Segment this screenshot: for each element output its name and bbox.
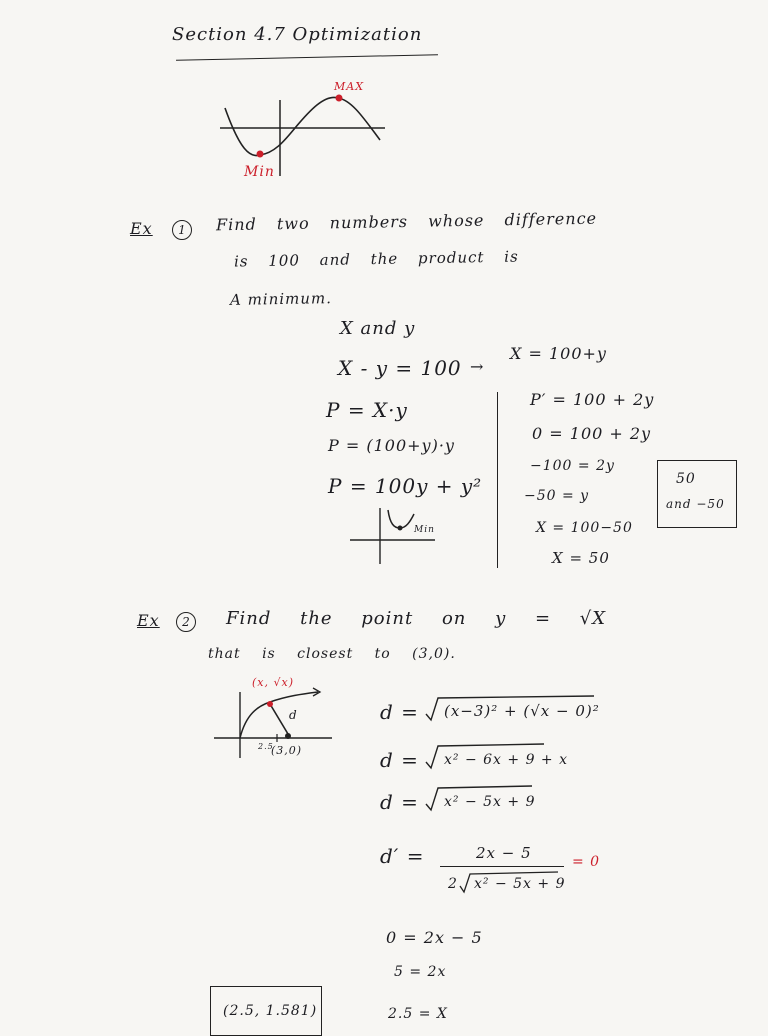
ex2-s3: 2.5 = X <box>388 1006 448 1022</box>
ex2-graph-tick: 2.5 <box>258 742 274 751</box>
ex2-line1: Find the point on y = √X <box>226 608 607 629</box>
ex1-p2: P = (100+y)·y <box>328 436 455 455</box>
ex1-line1: Find two numbers whose difference <box>215 208 598 235</box>
ex1-answer-line1: 50 <box>676 471 696 487</box>
ex1-solve-x: X = 100+y <box>510 344 607 363</box>
ex1-min-label: Min <box>414 525 435 535</box>
ex2-answer: (2.5, 1.581) <box>223 1003 318 1019</box>
min-label: Min <box>244 164 275 180</box>
ex2-graph-d: d <box>289 708 298 722</box>
ex1-p3: P = 100y + y² <box>328 474 483 498</box>
ex2-line2: that is closest to (3,0). <box>208 646 456 662</box>
ex2-eq3-lhs: d = <box>380 790 419 814</box>
ex2-eq2-rhs: x² − 6x + 9 + x <box>444 752 569 768</box>
ex2-eq3-rhs: x² − 5x + 9 <box>444 794 536 810</box>
ex2-deriv-eq0: = 0 <box>572 854 601 870</box>
ex1-d5: X = 100−50 <box>536 520 633 536</box>
ex1-d4: −50 = y <box>524 488 590 504</box>
ex1-d2: 0 = 100 + 2y <box>532 424 652 443</box>
ex2-graph-point: (x, √x) <box>252 676 294 689</box>
fraction-bar <box>440 866 564 867</box>
ex2-answer-box <box>210 986 322 1036</box>
max-min-graph <box>210 80 410 190</box>
ex2-deriv-den-coef: 2 <box>448 876 458 892</box>
divider <box>497 392 498 568</box>
ex1-d6: X = 50 <box>552 549 610 567</box>
ex2-s2: 5 = 2x <box>394 964 447 980</box>
ex1-answer-line2: and −50 <box>666 497 725 511</box>
arrow-icon: → <box>470 357 485 376</box>
ex1-constraint: X - y = 100 <box>338 356 462 380</box>
ex1-p1: P = X·y <box>326 398 408 422</box>
ex1-label: Ex <box>130 219 153 238</box>
ex1-line2: is 100 and the product is <box>233 247 519 271</box>
ex2-s1: 0 = 2x − 5 <box>386 928 483 947</box>
ex2-deriv-lhs: d′ = <box>380 844 425 868</box>
ex1-vars: X and y <box>340 318 416 339</box>
page-title: Section 4.7 Optimization <box>172 24 423 45</box>
max-label: MAX <box>334 80 365 93</box>
ex2-label: Ex <box>137 611 160 630</box>
parabola-sketch <box>350 506 450 566</box>
title-underline <box>176 54 438 60</box>
ex2-graph-point30: (3,0) <box>271 744 303 757</box>
ex2-eq1-lhs: d = <box>380 700 419 724</box>
ex2-deriv-num: 2x − 5 <box>476 844 532 862</box>
ex1-number: 1 <box>172 220 192 240</box>
ex2-deriv-den: x² − 5x + 9 <box>474 876 566 892</box>
ex2-eq2-lhs: d = <box>380 748 419 772</box>
ex1-d1: P′ = 100 + 2y <box>530 390 655 409</box>
ex2-number: 2 <box>176 612 196 632</box>
ex2-eq1-rhs: (x−3)² + (√x − 0)² <box>444 702 600 720</box>
ex1-answer-box <box>657 460 737 528</box>
ex1-line3: A minimum. <box>229 289 333 309</box>
ex1-d3: −100 = 2y <box>530 458 615 474</box>
